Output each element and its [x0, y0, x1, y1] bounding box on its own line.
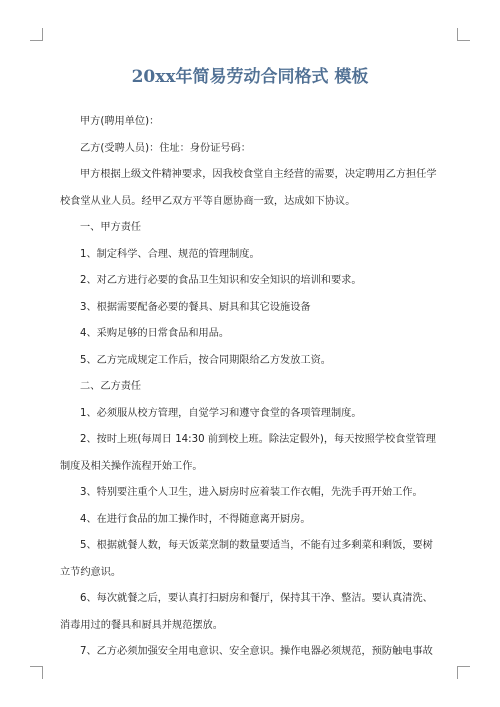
party-b-clause-6: 6、每次就餐之后，要认真打扫厨房和餐厅，保持其干净、整洁。要认真清洗、消毒用过的餐具和厨具并规范摆放。 [60, 593, 433, 631]
party-a-clause-2: 2、对乙方进行必要的食品卫生知识和安全知识的培训和要求。 [80, 275, 362, 286]
crop-mark-bottom-right [457, 666, 470, 679]
crop-mark-bottom-left [30, 666, 43, 679]
party-a-clause-4: 4、采购足够的日常食品和用品。 [80, 328, 230, 339]
party-b-line: 乙方(受聘人员)：住址：身份证号码： [80, 142, 251, 154]
party-b-clause-1: 1、必须服从校方管理，自觉学习和遵守食堂的各项管理制度。 [80, 407, 362, 419]
party-b-clause-2: 2、按时上班(每周日 14:30 前到校上班。除法定假外)，每天按照学校食堂管理制度及相关操作流程开始工作。 [60, 434, 436, 472]
party-a-clause-5: 5、乙方完成规定工作后，按合同期限给乙方发放工资。 [80, 354, 331, 366]
document-title-prefix: 20xx [131, 67, 176, 87]
party-b-clause-7: 7、乙方必须加强安全用电意识、安全意识。操作电器必须规范，预防触电事故 [80, 646, 433, 657]
document-title-text: 年简易劳动合同格式 模板 [175, 67, 369, 87]
party-b-clause-4: 4、在进行食品的加工操作时，不得随意离开厨房。 [80, 513, 311, 525]
party-b-clause-3: 3、特别要注重个人卫生，进入厨房时应着装工作衣帽，先洗手再开始工作。 [80, 487, 423, 498]
party-b-clause-5: 5、根据就餐人数，每天饭菜烹制的数量要适当，不能有过多剩菜和剩饭，要树立节约意识。 [60, 540, 433, 578]
document-page [60, 62, 440, 666]
section-heading-party-b: 二、乙方责任 [80, 381, 142, 392]
crop-mark-top-left [30, 28, 43, 41]
document-title [60, 62, 440, 87]
crop-mark-top-right [457, 28, 470, 41]
party-a-clause-3: 3、根据需要配备必要的餐具、厨具和其它设施设备 [80, 301, 311, 313]
party-a-line: 甲方(聘用单位)： [80, 116, 160, 127]
preamble-paragraph: 甲方根据上级文件精神要求，因我校食堂自主经营的需要，决定聘用乙方担任学校食堂从业人员。经甲乙双方平等自愿协商一致，达成如下协议。 [60, 169, 437, 207]
party-a-clause-1: 1、制定科学、合理、规范的管理制度。 [80, 248, 260, 260]
section-heading-party-a: 一、甲方责任 [80, 222, 142, 233]
